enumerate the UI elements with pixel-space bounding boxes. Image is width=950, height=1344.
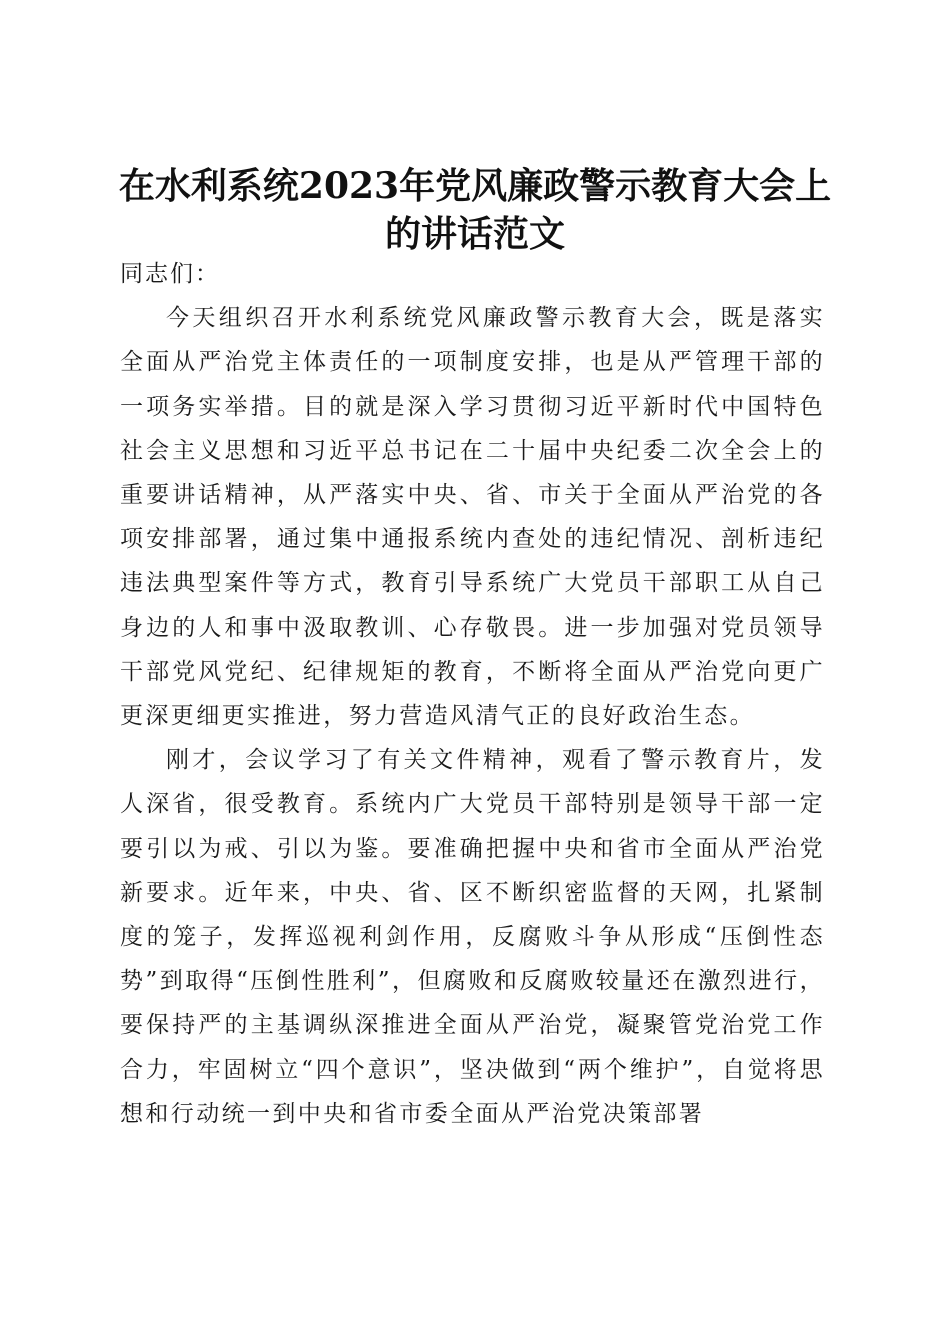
paragraph-1: 今天组织召开水利系统党风廉政警示教育大会，既是落实全面从严治党主体责任的一项制度安排，也是从严管理干部的一项务实举措。目的就是深入学习贯彻习近平新时代中国特色社会主义思想和习近平总书记在二十届中央纪委二次全会上的重要讲话精神，从严落实中央、省、市关于全面从严治党的各项安排部署，通过集中通报系统内查处的违纪情况、剖析违纪违法典型案件等方式，教育引导系统广大党员干部职工从自己身边的人和事中汲取教训、心存敬畏。进一步加强对党员领导干部党风党纪、纪律规矩的教育，不断将全面从严治党向更广更深更细更实推进，努力营造风清气正的良好政治生态。 [120, 305, 825, 730]
document-body [120, 252, 825, 1136]
title-line-1: 在水利系统2023年党风廉政警示教育大会上 [118, 165, 832, 208]
title-line-2: 的讲话范文 [384, 213, 565, 256]
document-title [100, 162, 850, 258]
paragraph-2: 刚才，会议学习了有关文件精神，观看了警示教育片，发人深省，很受教育。系统内广大党员干部特别是领导干部一定要引以为戒、引以为鉴。要准确把握中央和省市全面从严治党新要求。近年来，中央、省、区不断织密监督的天网，扎紧制度的笼子，发挥巡视利剑作用，反腐败斗争从形成“压倒性态势”到取得“压倒性胜利”，但腐败和反腐败较量还在激烈进行，要保持严的主基调纵深推进全面从严治党，凝聚管党治党工作合力，牢固树立“四个意识”，坚决做到“两个维护”，自觉将思想和行动统一到中央和省市委全面从严治党决策部署 [120, 747, 825, 1127]
salutation: 同志们： [120, 261, 220, 287]
